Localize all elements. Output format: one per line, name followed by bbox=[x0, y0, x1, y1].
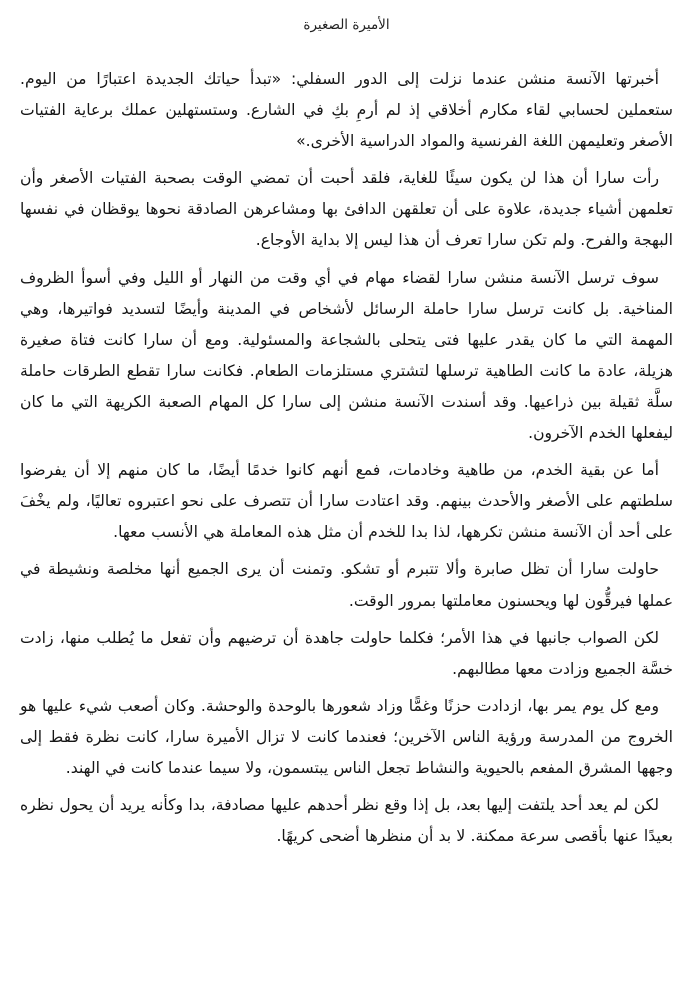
paragraph-1: أخبرتها الآنسة منشن عندما نزلت إلى الدور السفلي: «تبدأ حياتك الجديدة اعتبارًا من اليوم. ستعملين لحسابي لقاء مكارم أخلاقي إذ لم أرمِ بكِ في الشارع. وستستهلين عملك برعاية الفتيات الأصغر وتعليمهن اللغة الفرنسية والمواد الدراسية الأخرى.» bbox=[20, 70, 673, 151]
running-header-title: الأميرة الصغيرة bbox=[303, 17, 390, 33]
paragraph-6: لكن الصواب جانبها في هذا الأمر؛ فكلما حاولت جاهدة أن ترضيهم وأن تفعل ما يُطلب منها، زادت خسَّة الجميع وزادت معها مطالبهم. bbox=[20, 628, 673, 678]
paragraph-2: رأت سارا أن هذا لن يكون سيئًا للغاية، فلقد أحبت أن تمضي الوقت بصحبة الفتيات الأصغر وأن تعلمهن أشياء جديدة، علاوة على أن تعلقهن الدافئ بها ومشاعرهن الصادقة نحوها يوقظان في نفسها البهجة والفرح. ولم تكن سارا تعرف أن هذا ليس إلا بداية الأوجاع. bbox=[20, 169, 673, 250]
paragraph-5: حاولت سارا أن تظل صابرة وألا تتبرم أو تشكو. وتمنت أن يرى الجميع أنها مخلصة ونشيطة في عملها فيرقُّون لها ويحسنون معاملتها بمرور الوقت. bbox=[20, 560, 673, 610]
paragraph-7: ومع كل يوم يمر بها، ازدادت حزنًا وغمًّا وزاد شعورها بالوحدة والوحشة. وكان أصعب شيء عليها هو الخروج من المدرسة ورؤية الناس الآخرين؛ فعندما كانت لا تزال الأميرة سارا، كانت نظرة فقط إلى وجهها المشرق المفعم بالحيوية والنشاط تجعل الناس يبتسمون، ولا سيما عندما كانت في الهند. bbox=[20, 696, 673, 777]
paragraph-4: أما عن بقية الخدم، من طاهية وخادمات، فمع أنهم كانوا خدمًا أيضًا، ما كان منهم إلا أن يفرضوا سلطتهم على الأصغر والأحدث بينهم. وقد اعتادت سارا أن تتصرف على نحو اعتبروه تعاليًا، ولم يخْفَ على أحد أن الآنسة منشن تكرهها، لذا بدا للخدم أن مثل هذه المعاملة هي الأنسب معها. bbox=[20, 461, 673, 542]
paragraph-8: لكن لم يعد أحد يلتفت إليها بعد، بل إذا وقع نظر أحدهم عليها مصادفة، بدا وكأنه يريد أن يحول نظره بعيدًا عنها بأقصى سرعة ممكنة. لا بد أن منظرها أضحى كريهًا. bbox=[20, 796, 673, 846]
body-text bbox=[20, 64, 673, 852]
paragraph-3: سوف ترسل الآنسة منشن سارا لقضاء مهام في أي وقت من النهار أو الليل وفي أسوأ الظروف المناخية. بل كانت ترسل سارا حاملة الرسائل لأشخاص في المدينة وأيضًا لتسديد فواتيرها، وهي المهمة التي ما كان يقدر عليها فتى يتحلى بالشجاعة والمسئولية. ومع أن سارا كانت فتاة صغيرة هزيلة، عادة ما كانت الطاهية ترسلها لتشتري مستلزمات الطعام. فكانت سارا تقطع الطرقات حاملة سلَّة ثقيلة بين ذراعيها. وقد أسندت الآنسة منشن إلى سارا كل المهام الصعبة الكريهة التي ما كان ليفعلها الخدم الآخرون. bbox=[20, 268, 673, 443]
